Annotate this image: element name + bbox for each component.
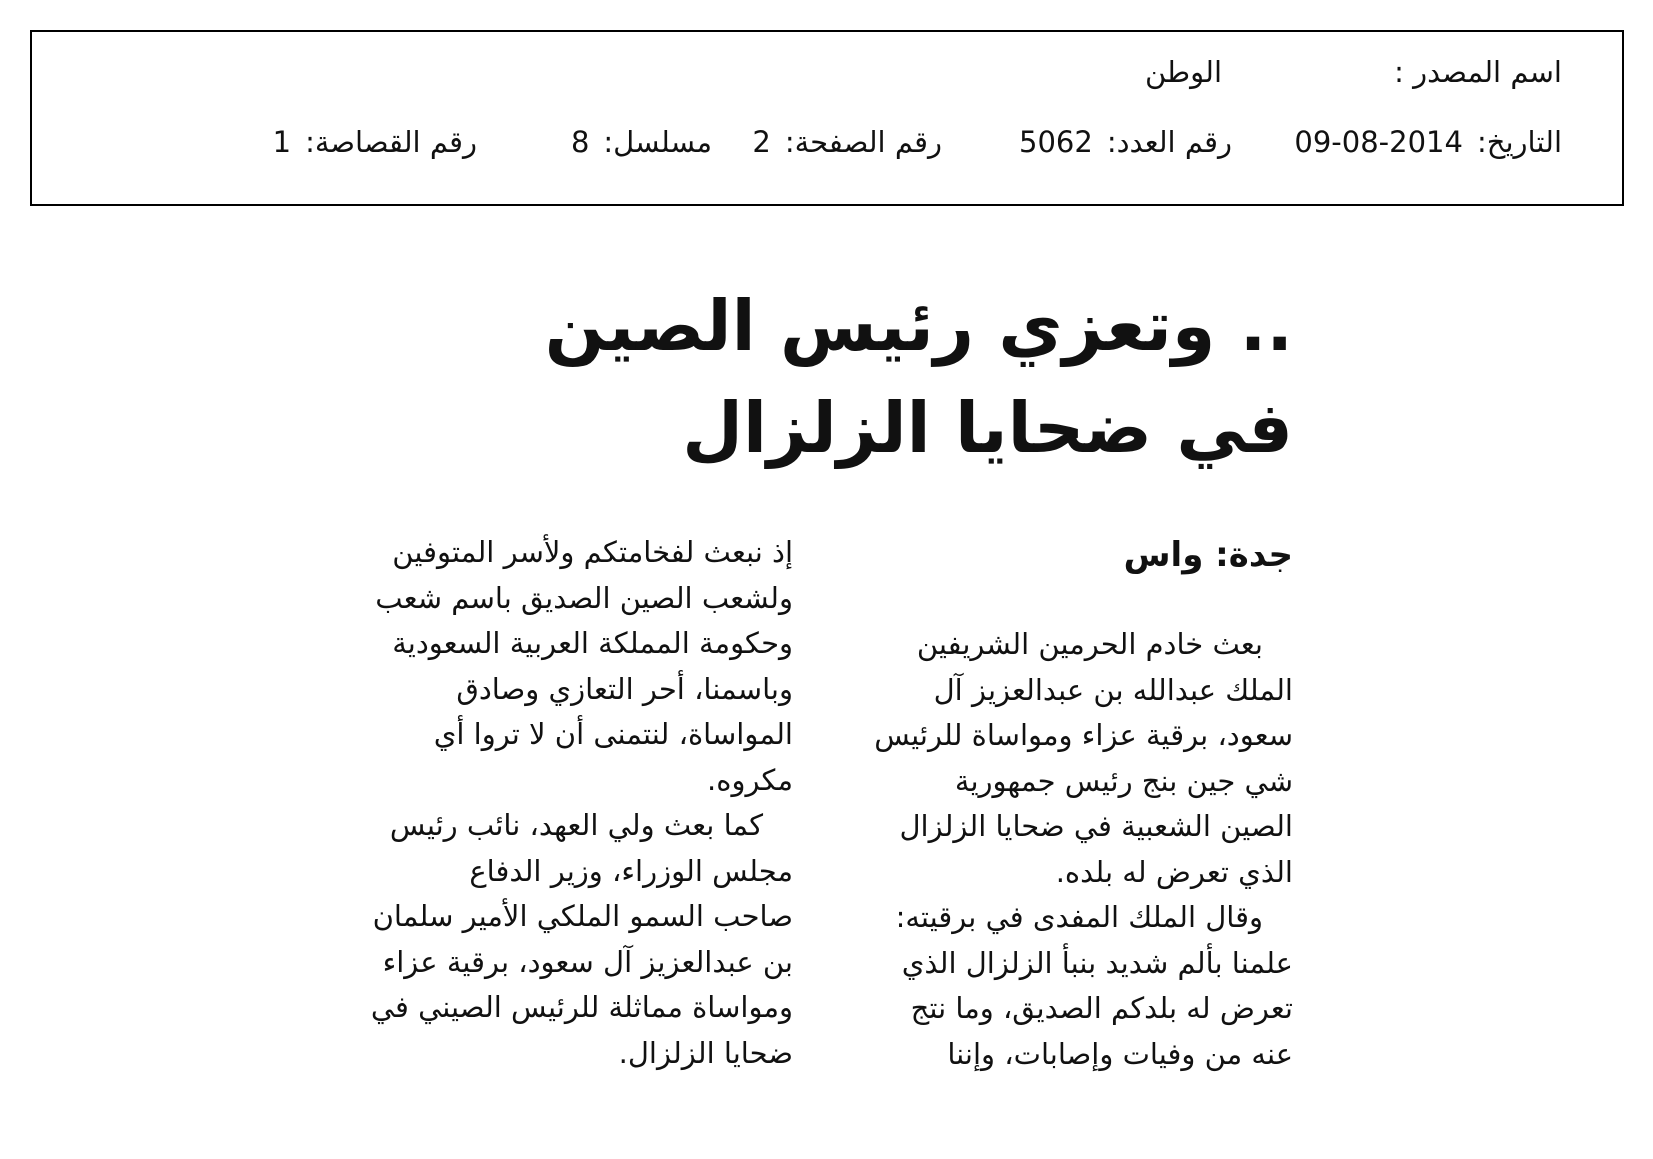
date-value: 2014-08-09	[1294, 125, 1463, 159]
article-headline	[493, 275, 1293, 479]
clip-value: 1	[272, 125, 292, 159]
body-line: صاحب السمو الملكي الأمير سلمان	[372, 899, 793, 933]
source-value: الوطن	[1144, 55, 1222, 89]
body-line: مجلس الوزراء، وزير الدفاع	[469, 853, 793, 888]
body-line: وحكومة المملكة العربية السعودية	[392, 626, 793, 660]
serial-label: مسلسل:	[603, 125, 712, 159]
body-line: تعرض له بلدكم الصديق، وما نتج	[910, 991, 1293, 1025]
serial-field	[571, 124, 712, 160]
article-column-right	[813, 622, 1293, 1077]
source-label: اسم المصدر :	[1394, 55, 1562, 89]
body-line: مكروه.	[707, 762, 793, 797]
clip-label: رقم القصاصة:	[305, 125, 477, 159]
body-line: بن عبدالعزيز آل سعود، برقية عزاء	[382, 944, 793, 979]
body-line: إذ نبعث لفخامتكم ولأسر المتوفين	[392, 535, 793, 569]
date-field	[1294, 124, 1562, 160]
issue-label: رقم العدد:	[1106, 125, 1232, 159]
clipping-metadata-box	[30, 30, 1624, 206]
body-line: عنه من وفيات وإصابات، وإننا	[947, 1036, 1293, 1071]
body-line: وقال الملك المفدى في برقيته:	[895, 900, 1263, 934]
body-line: ولشعب الصين الصديق باسم شعب	[375, 580, 793, 615]
body-line: سعود، برقية عزاء ومواساة للرئيس	[874, 718, 1293, 752]
body-line: شي جين بنج رئيس جمهورية	[954, 763, 1293, 798]
body-line: المواساة، لنتمنى أن لا تروا أي	[433, 717, 793, 751]
clip-field	[273, 124, 477, 160]
body-line: علمنا بألم شديد بنبأ الزلزال الذي	[901, 945, 1293, 980]
issue-value: 5062	[1019, 125, 1093, 159]
body-line: بعث خادم الحرمين الشريفين	[916, 627, 1263, 661]
serial-value: 8	[570, 125, 590, 159]
body-line: الذي تعرض له بلده.	[1055, 854, 1293, 889]
date-label: التاريخ:	[1476, 125, 1562, 159]
article-column-left	[313, 530, 793, 1076]
headline-line-1: .. وتعزي رئيس الصين	[544, 285, 1293, 367]
body-line: ومواساة مماثلة للرئيس الصيني في	[370, 990, 793, 1024]
page-value: 2	[752, 125, 771, 159]
headline-line-2: في ضحايا الزلزال	[682, 387, 1293, 469]
page-field	[752, 124, 942, 160]
page-label: رقم الصفحة:	[784, 125, 942, 159]
article-dateline: جدة: واس	[1123, 535, 1293, 575]
body-line: الصين الشعبية في ضحايا الزلزال	[899, 809, 1293, 843]
body-line: ضحايا الزلزال.	[618, 1035, 793, 1070]
body-line: كما بعث ولي العهد، نائب رئيس	[389, 808, 763, 842]
body-line: الملك عبدالله بن عبدالعزيز آل	[933, 672, 1293, 707]
body-line: وباسمنا، أحر التعازي وصادق	[456, 671, 793, 706]
issue-field	[1019, 124, 1232, 160]
